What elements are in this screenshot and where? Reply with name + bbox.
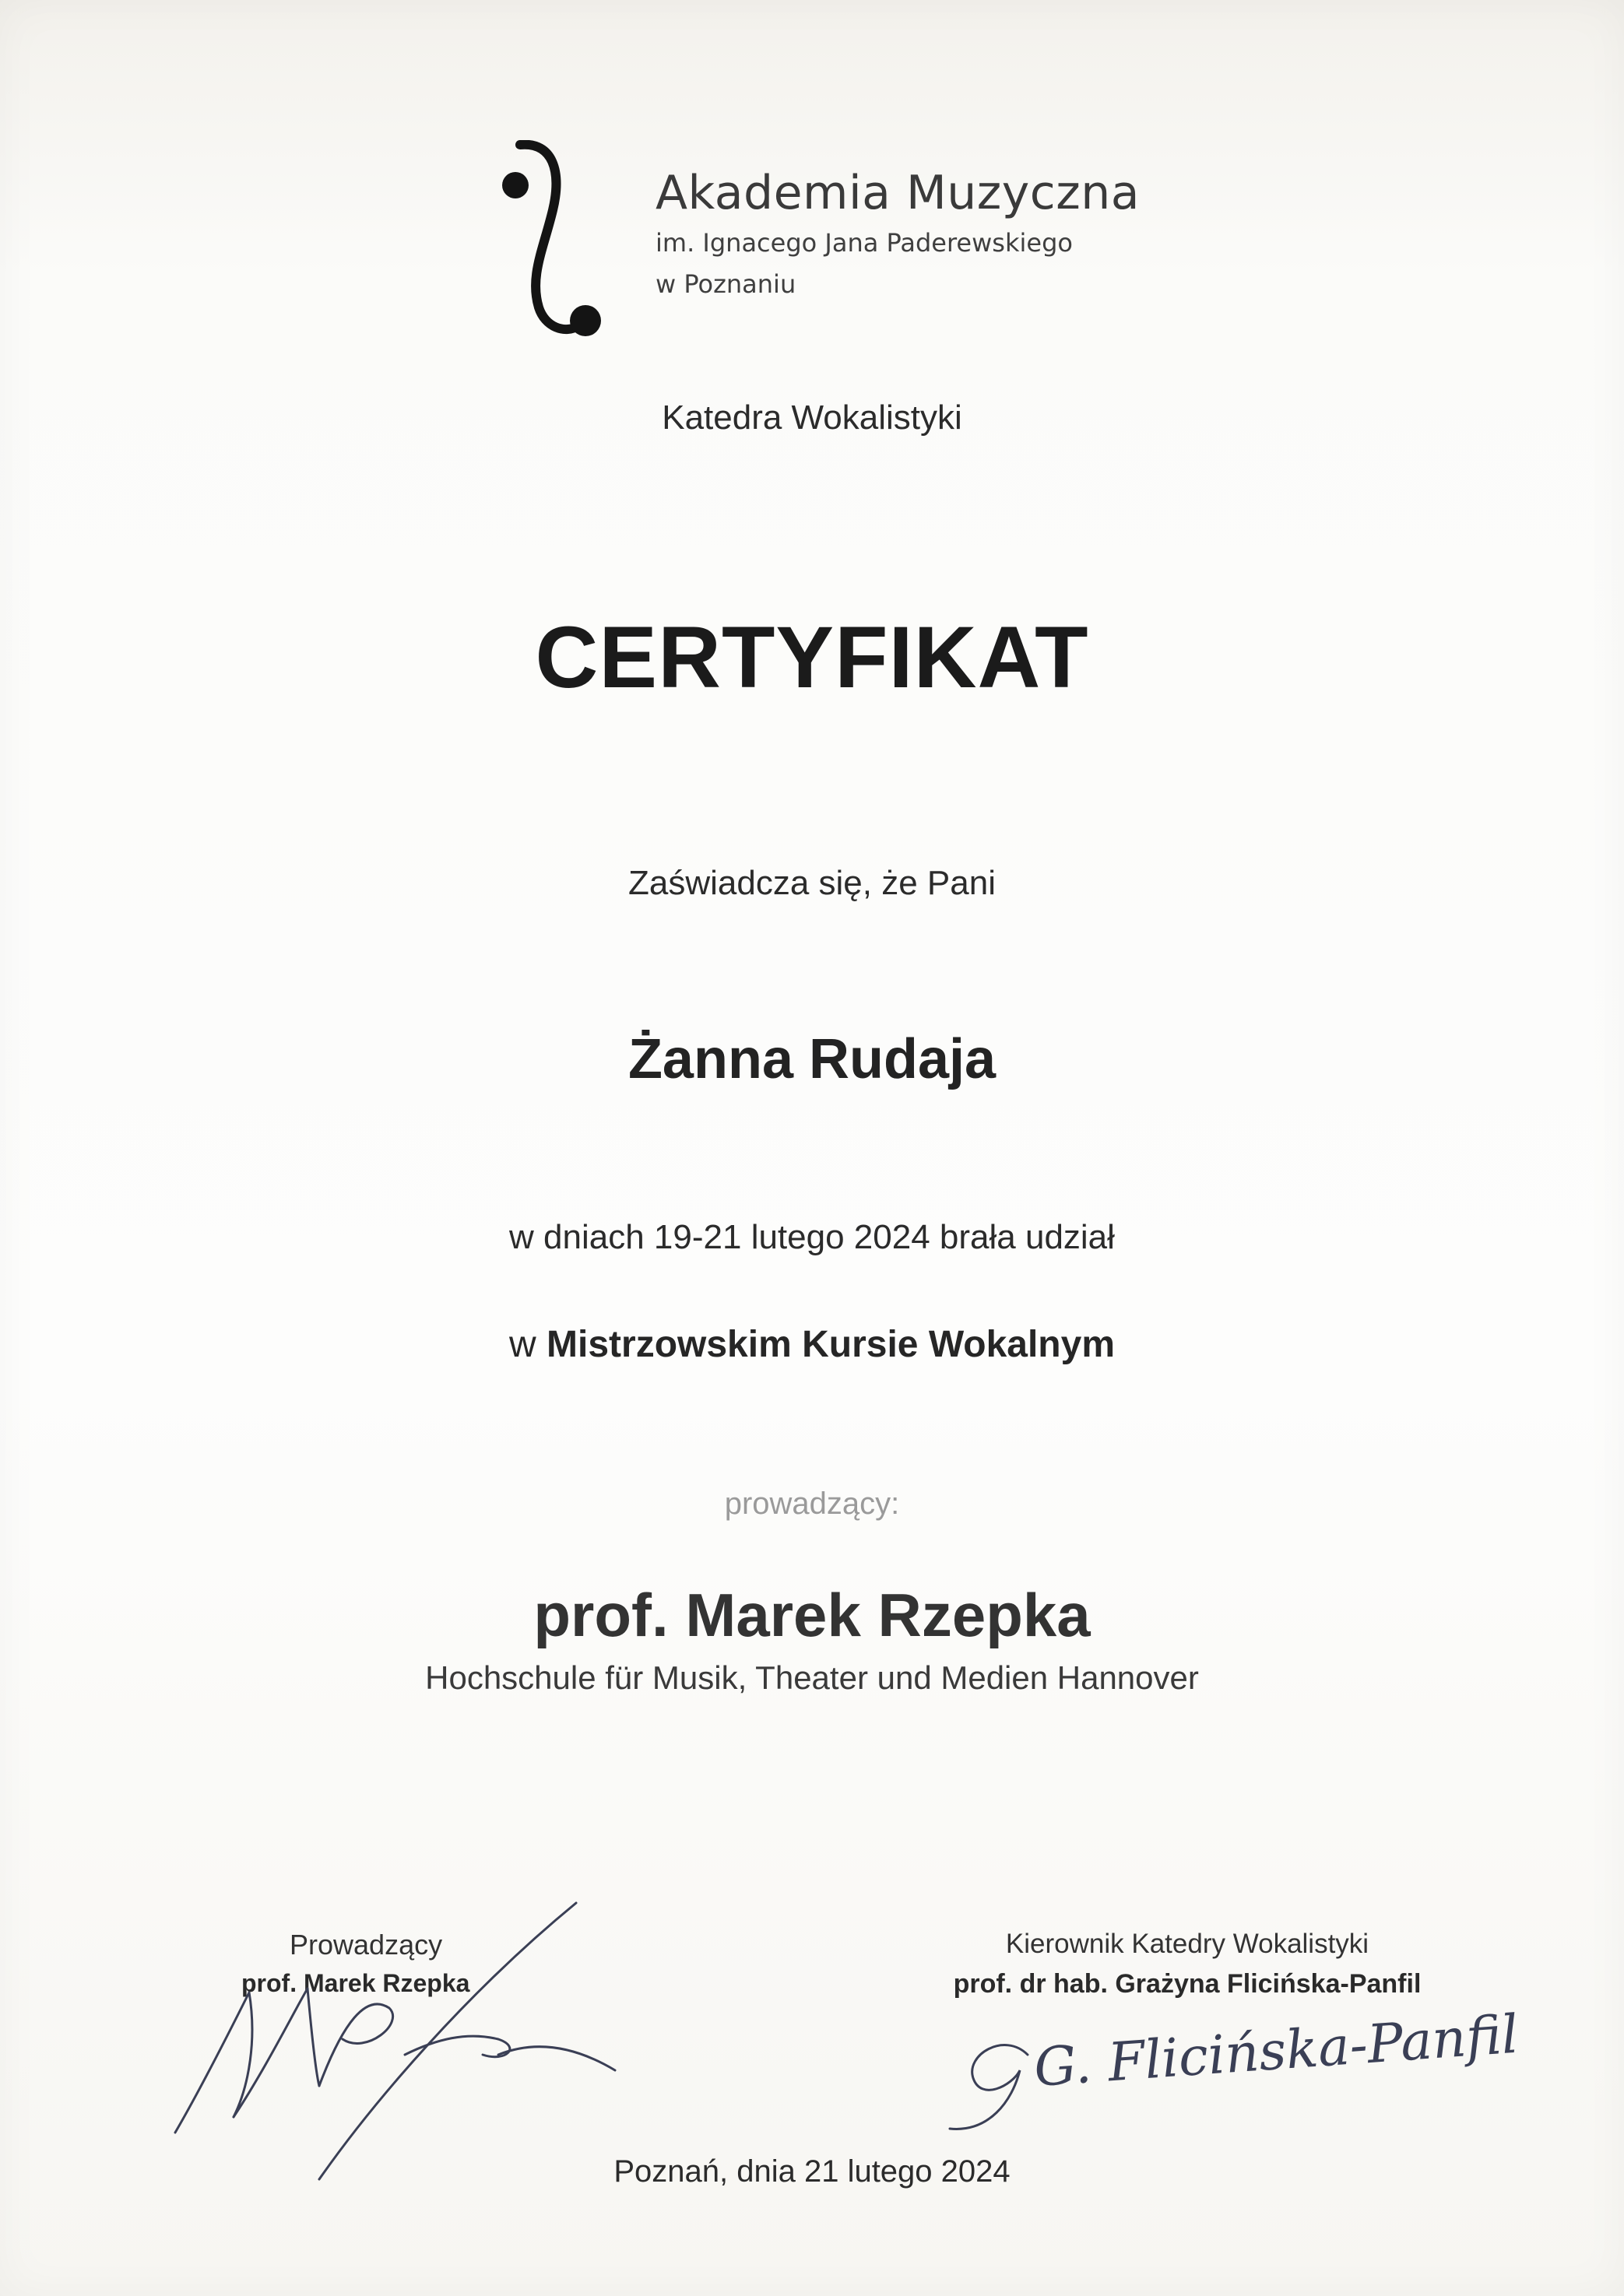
attestation-text: Zaświadcza się, że Pani — [628, 864, 996, 902]
right-handwritten-signature: G. Flicińska-Panfil — [1032, 2003, 1520, 2099]
right-handwritten-signature-marks — [950, 2045, 1028, 2129]
leader-label: prowadzący: — [724, 1487, 900, 1521]
place-and-date: Poznań, dnia 21 lutego 2024 — [613, 2154, 1011, 2189]
institution-block — [656, 167, 1140, 301]
dates-line: w dniach 19-21 lutego 2024 brała udział — [509, 1218, 1115, 1256]
course-name: Mistrzowskim Kursie Wokalnym — [547, 1324, 1115, 1365]
department: Katedra Wokalistyki — [662, 398, 962, 437]
institution-city: w Poznaniu — [656, 269, 796, 300]
leader-name: prof. Marek Rzepka — [533, 1581, 1091, 1649]
leader-school: Hochschule für Musik, Theater und Medien Hannover — [425, 1659, 1199, 1696]
institution-patron: im. Ignacego Jana Paderewskiego — [656, 228, 1073, 258]
right-signature-name: prof. dr hab. Grażyna Flicińska-Panfil — [953, 1969, 1422, 1999]
course-prefix: w — [509, 1324, 536, 1365]
left-signature-role: Prowadzący — [290, 1929, 443, 1961]
left-signature-name: prof. Marek Rzepka — [241, 1969, 470, 1997]
certificate-title: CERTYFIKAT — [535, 609, 1089, 706]
academy-logo-icon — [498, 140, 615, 350]
recipient-name: Żanna Rudaja — [627, 1028, 997, 1090]
institution-name: Akademia Muzyczna — [656, 166, 1141, 220]
course-line — [0, 1323, 1624, 1366]
right-signature-role: Kierownik Katedry Wokalistyki — [1005, 1929, 1369, 1959]
